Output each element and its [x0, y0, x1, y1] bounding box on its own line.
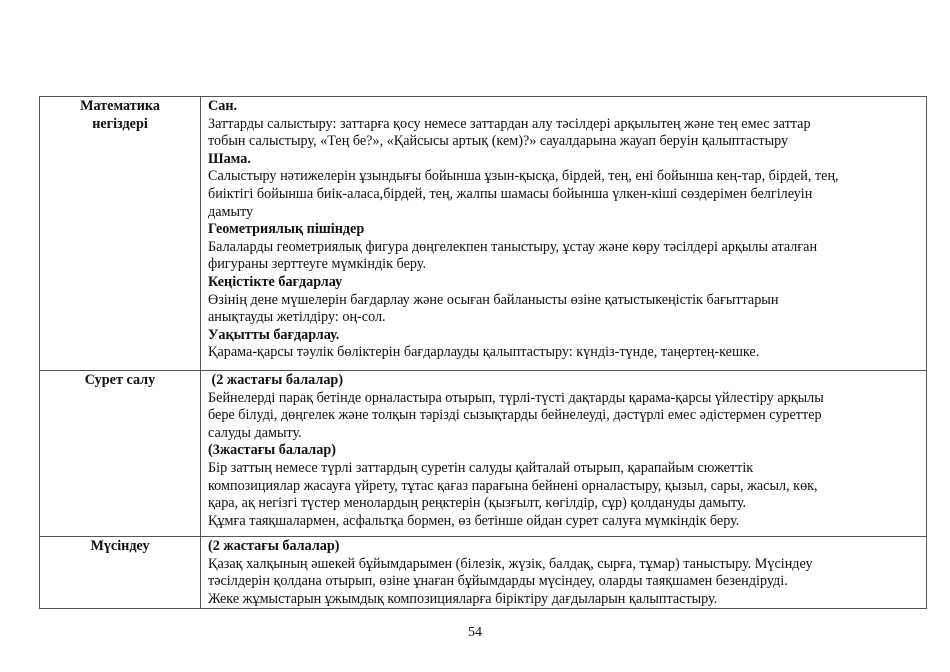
content-line: фигураны зерттеуге мүмкіндік беру. [208, 256, 427, 273]
section-heading: Шама. [208, 150, 251, 167]
content-line: Құмға таяқшалармен, асфальтқа бормен, өз бетінше ойдан сурет салуға мүмкіндік беру. [208, 512, 740, 529]
subject-line: негіздері [92, 115, 148, 132]
content-cell [201, 371, 927, 537]
content-line: тәсілдерін қолдана отырып, өзіне ұнаған бұйымдарды мүсіндеу, оларды таяқшамен безендіруді. [208, 573, 788, 590]
content-line: Балаларды геометриялық фигура дөңгелекпен таныстыру, ұстау және көру тәсілдері арқылы аталған [208, 238, 818, 255]
subject-cell [40, 371, 201, 537]
content-line: Бір заттың немесе түрлі заттардың суретін салуды қайталай отырып, қарапайым сюжеттік [208, 459, 754, 476]
content-line: композициялар жасауға үйрету, тұтас қағаз парағына бейнені орналастыру, қызыл, сары, жасыл, көк, [208, 477, 818, 494]
content-line: Заттарды салыстыру: заттарға қосу немесе заттардан алу тәсілдері арқылытең және тең емес заттар [208, 115, 811, 132]
content-line: Салыстыру нәтижелерін ұзындығы бойынша ұзын-қысқа, бірдей, тең, ені бойынша кең-тар, бірдей, тең, [208, 168, 839, 185]
subject-line: Мүсіндеу [90, 538, 150, 554]
subject-cell [40, 537, 201, 609]
content-line: Өзінің дене мүшелерін бағдарлау және осыған байланысты өзіне қатыстыкеңістік бағыттарын [208, 291, 779, 308]
subject-line: Математика [80, 98, 160, 114]
curriculum-table [39, 96, 927, 609]
content-cell [201, 537, 927, 609]
content-line: қара, ақ негізгі түстер менолардың реңктерін (қызғылт, көгілдір, сұр) қолдануды дамыту. [208, 495, 747, 512]
section-heading: (3жастағы балалар) [208, 442, 336, 459]
content-line: анықтауды жетілдіру: оң-сол. [208, 309, 386, 326]
content-line: Бейнелерді парақ бетінде орналастыра отырып, түрлі-түсті дақтарды қарама-қарсы үйлестіру арқылы [208, 389, 824, 406]
content-line: Қазақ халқының әшекей бұйымдарымен (білезік, жүзік, балдақ, сырға, тұмар) таныстыру. Мүсіндеу [208, 555, 813, 572]
content-line: биіктігі бойынша биік-аласа,бірдей, тең, жалпы шамасы бойынша үлкен-кіші сөздерімен белгілеуін [208, 185, 813, 202]
page-number: 54 [468, 625, 482, 640]
content-line: Жеке жұмыстарын ұжымдық композицияларға біріктіру дағдыларын қалыптастыру. [208, 590, 718, 607]
section-heading: Уақытты бағдарлау. [208, 326, 340, 343]
table-row-sculpting [40, 537, 927, 609]
table-row-math [40, 97, 927, 371]
section-heading: Геометриялық пішіндер [208, 221, 365, 238]
table-row-drawing [40, 371, 927, 537]
subject-line: Сурет салу [84, 372, 156, 388]
subject-cell [40, 97, 201, 371]
section-heading: (2 жастағы балалар) [208, 538, 340, 554]
section-heading: Сан. [208, 98, 238, 114]
content-line: тобын салыстыру, «Тең бе?», «Қайсысы артық (кем)?» сауалдарына жауап беруін қалыптастыру [208, 133, 789, 150]
content-line: бере білуді, дөңгелек және толқын тәрізді сызықтарды бейнелеуді, дәстүрлі емес әдістермен суреттер [208, 407, 822, 424]
content-line: Қарама-қарсы тәулік бөліктерін бағдарлауды қалыптастыру: күндіз-түнде, таңертең-кешке. [208, 344, 760, 361]
content-line: дамыту [208, 203, 254, 220]
section-heading: Кеңістікте бағдарлау [208, 273, 343, 290]
content-cell [201, 97, 927, 371]
content-line: салуды дамыту. [208, 424, 302, 441]
section-heading: (2 жастағы балалар) [208, 372, 344, 388]
